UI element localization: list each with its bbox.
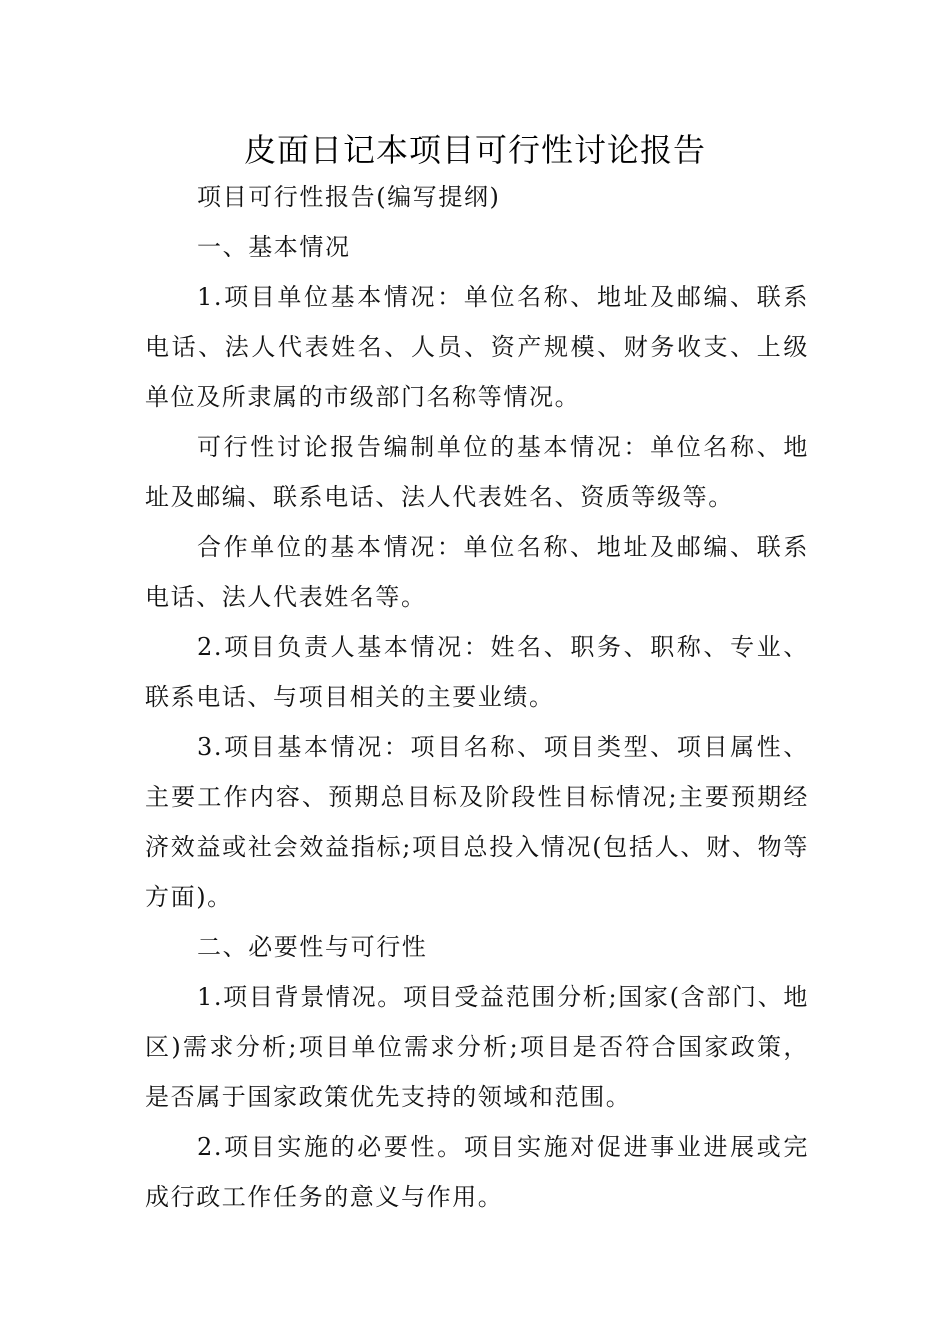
- paragraph-report-unit-info: 可行性讨论报告编制单位的基本情况：单位名称、地址及邮编、联系电话、法人代表姓名、资质等级等。: [145, 433, 809, 511]
- paragraph-section-1-heading: 一、基本情况: [197, 233, 351, 261]
- paragraph-partner-unit-info: 合作单位的基本情况：单位名称、地址及邮编、联系电话、法人代表姓名等。: [145, 533, 809, 611]
- paragraph-project-necessity: 2.项目实施的必要性。项目实施对促进事业进展或完成行政工作任务的意义与作用。: [145, 1133, 809, 1211]
- paragraph-project-leader-info: 2.项目负责人基本情况：姓名、职务、职称、专业、联系电话、与项目相关的主要业绩。: [145, 633, 809, 711]
- document-title: 皮面日记本项目可行性讨论报告: [243, 131, 706, 169]
- paragraph-section-2-heading: 二、必要性与可行性: [197, 933, 428, 961]
- paragraph-project-background: 1.项目背景情况。项目受益范围分析;国家(含部门、地区)需求分析;项目单位需求分析;项目是否符合国家政策，是否属于国家政策优先支持的领域和范围。: [145, 983, 809, 1111]
- paragraph-outline-heading: 项目可行性报告(编写提纲): [197, 183, 501, 211]
- paragraph-project-basic-info: 3.项目基本情况：项目名称、项目类型、项目属性、主要工作内容、预期总目标及阶段性目标情况;主要预期经济效益或社会效益指标;项目总投入情况(包括人、财、物等方面)。: [145, 733, 809, 911]
- document-body: [145, 172, 809, 1222]
- paragraph-project-unit-info: 1.项目单位基本情况：单位名称、地址及邮编、联系电话、法人代表姓名、人员、资产规模、财务收支、上级单位及所隶属的市级部门名称等情况。: [145, 283, 809, 411]
